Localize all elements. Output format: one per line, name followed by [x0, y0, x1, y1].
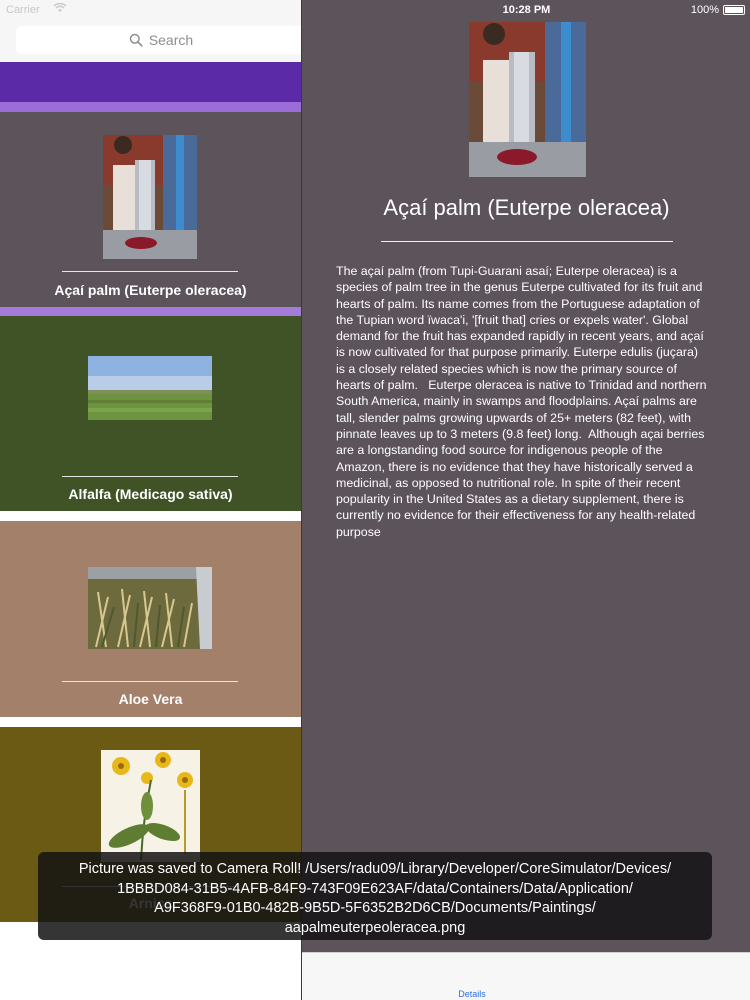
plant-list-item[interactable] — [0, 521, 301, 717]
tab-details[interactable]: Details — [458, 989, 486, 999]
plant-thumbnail — [88, 567, 212, 649]
card-divider — [62, 476, 238, 477]
status-bar — [302, 0, 750, 22]
search-icon — [129, 33, 143, 47]
list-header-accent — [0, 102, 301, 112]
plant-list-item[interactable] — [0, 112, 301, 307]
search-bar — [0, 22, 301, 62]
search-input[interactable] — [16, 26, 301, 54]
toast-line: Picture was saved to Camera Roll! /Users/radu09/Library/Developer/CoreSimulator/Devices/ — [78, 861, 672, 877]
left-status-bar — [0, 0, 301, 22]
card-separator — [0, 511, 301, 521]
detail-title: Açaí palm (Euterpe oleracea) — [383, 195, 670, 220]
plant-name: Aloe Vera — [118, 691, 183, 707]
battery-indicator — [691, 4, 745, 16]
tab-bar — [302, 952, 750, 1000]
toast-line: aapalmeuterpeoleracea.png — [284, 919, 466, 936]
toast-line: A9F368F9-01B0-482B-9B5D-5F6352B2D6CB/Documents/Paintings/ — [154, 900, 596, 916]
wifi-icon — [53, 3, 67, 16]
plant-name: Açaí palm (Euterpe oleracea) — [54, 282, 247, 298]
card-separator — [0, 717, 301, 727]
plant-name: Alfalfa (Medicago sativa) — [68, 486, 233, 502]
carrier-label: Carrier — [6, 4, 40, 16]
title-divider — [381, 241, 673, 242]
card-divider — [62, 271, 238, 272]
status-time: 10:28 PM — [502, 4, 551, 16]
plant-thumbnail — [101, 750, 200, 862]
plant-list-item[interactable] — [0, 316, 301, 511]
plant-thumbnail — [88, 356, 212, 420]
save-toast — [38, 852, 712, 940]
list-header-band — [0, 62, 301, 102]
plant-thumbnail — [103, 135, 197, 259]
detail-photo — [469, 22, 586, 177]
card-divider — [62, 681, 238, 682]
card-separator — [0, 307, 301, 316]
detail-panel — [301, 0, 750, 1000]
battery-icon — [723, 5, 745, 15]
master-panel — [0, 0, 301, 1000]
toast-line: 1BBBD084-31B5-4AFB-84F9-743F09E623AF/data/Containers/Data/Application/ — [117, 880, 633, 897]
search-placeholder: Search — [148, 32, 194, 48]
detail-description: The açaí palm (from Tupi-Guarani asaí; Euterpe oleracea) is a species of palm tree in the genus Euterpe cultivated for its fruit and hearts of palm. Its name comes from the Portuguese adaptation of the Tupian word ïwaca'i, '[fruit that] cries or expels water'. Global demand for the fruit has expanded rapidly in recent years, and açaí is now cultivated for that purpose primarily. Euterpe edulis (juçara) is a closely related species which is now the primary source of hearts of palm. Euterpe oleracea is native to Trinidad and northern South America, mainly in swamps and floodplains. Açaí palms are tall, slender palms growing upwards of 25+ meters (82 feet), with pinnate leaves up to 3 meters (9.8 feet) long. Although açai berries are a longstanding food source for indigenous people of the Amazon, there is no evidence that they have historically served a medicinal, as opposed to nutritional role. In spite of their recent popularity in the United States as a dietary supplement, there is currently no evidence for their effectiveness for any health-related purpose — [336, 264, 711, 539]
battery-percent: 100% — [690, 4, 719, 16]
